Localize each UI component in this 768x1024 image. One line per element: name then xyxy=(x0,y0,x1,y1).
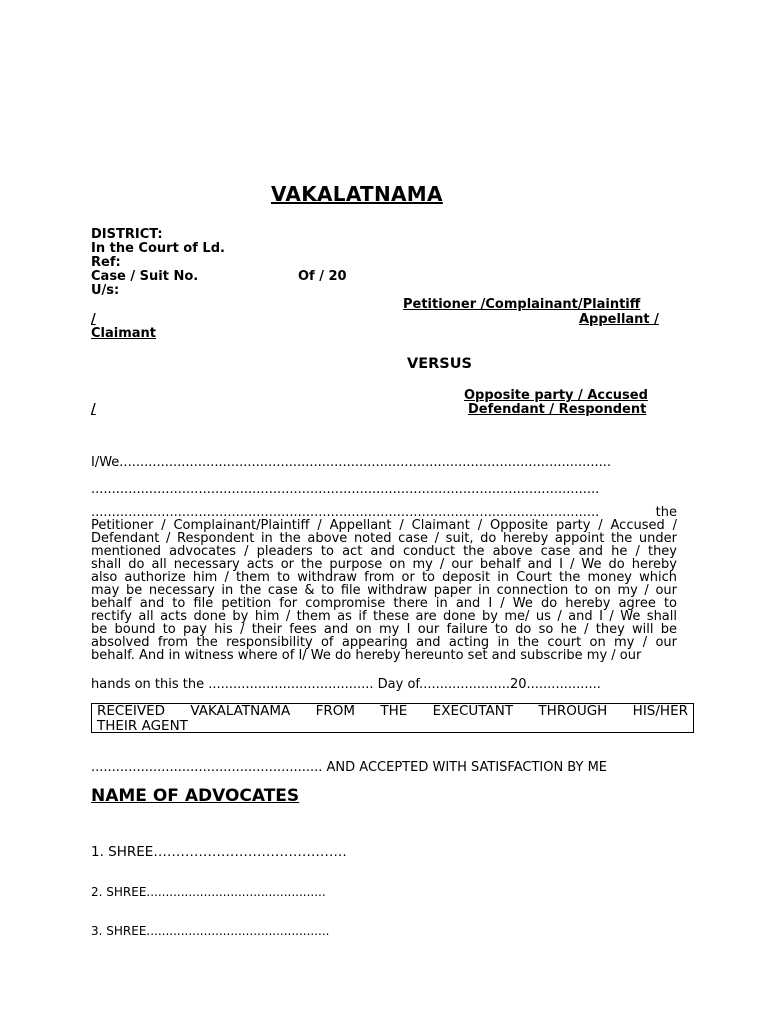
advocate-item-2: 2. SHREE............................................... xyxy=(91,885,326,899)
advocate-item-3: 3. SHREE................................................ xyxy=(91,924,330,938)
paragraph-line: also authorize him / them to withdraw from or to deposit in Court the money which xyxy=(91,570,677,585)
party2-slash: / xyxy=(91,402,96,417)
case-no-label: Case / Suit No. xyxy=(91,269,199,284)
party1-line2: Appellant / xyxy=(579,312,659,327)
paragraph-line: behalf. And in witness where of I/ We do hereby hereunto set and subscribe my / our xyxy=(91,648,642,663)
paragraph-line: absolved from the responsibility of appearing and acting in the court on my / our xyxy=(91,635,677,650)
advocates-heading: NAME OF ADVOCATES xyxy=(91,786,300,806)
advocate-item-1: 1. SHREE……………………………………. xyxy=(91,844,347,860)
party1-slash: / xyxy=(91,312,96,327)
dots-line: ........................................................................................................................... xyxy=(91,482,600,497)
iwe-line: I/We....................................................................................................................... xyxy=(91,455,612,470)
district-label: DISTRICT: xyxy=(91,227,163,242)
accepted-line: ........................................................ AND ACCEPTED WITH SATISFACTION BY ME xyxy=(91,760,608,775)
paragraph-line: may be necessary in the case & to file withdraw paper in connection to on my / our xyxy=(91,583,677,598)
of-year-label: Of / 20 xyxy=(298,269,347,284)
received-box-line1: RECEIVED VAKALATNAMA FROM THE EXECUTANT THROUGH HIS/HER xyxy=(97,703,688,719)
paragraph-line: Petitioner / Complainant/Plaintiff / Appellant / Claimant / Opposite party / Accused / xyxy=(91,518,677,533)
paragraph-line: behalf and to file petition for compromise there in and I / We do hereby agree to xyxy=(91,596,677,611)
paragraph-line: mentioned advocates / pleaders to act and conduct the above case and he / they xyxy=(91,544,677,559)
ref-label: Ref: xyxy=(91,255,121,270)
us-label: U/s: xyxy=(91,283,120,298)
paragraph-line: shall do all necessary acts or the purpose on my / our behalf and I / We do hereby xyxy=(91,557,677,572)
paragraph-line: rectify all acts done by him / them as if these are done by me/ us / and I / We shall xyxy=(91,609,677,624)
party2-line2: Defendant / Respondent xyxy=(468,402,647,417)
court-label: In the Court of Ld. xyxy=(91,241,225,256)
received-box xyxy=(91,703,694,733)
hands-line: hands on this the ........................................ Day of......................20.................. xyxy=(91,677,601,692)
document-title: VAKALATNAMA xyxy=(271,182,443,206)
paragraph-line: ........................................................................................................................... the xyxy=(91,505,677,520)
appointment-paragraph xyxy=(91,506,677,662)
party2-line1: Opposite party / Accused xyxy=(464,388,648,403)
party1-line1: Petitioner /Complainant/Plaintiff xyxy=(403,297,641,312)
versus-label: VERSUS xyxy=(407,356,472,372)
received-box-line2: THEIR AGENT xyxy=(97,718,188,734)
paragraph-line: be bound to pay his / their fees and on my I our failure to do so he / they will be xyxy=(91,622,677,637)
paragraph-line: Defendant / Respondent in the above noted case / suit, do hereby appoint the under xyxy=(91,531,677,546)
party1-line3: Claimant xyxy=(91,326,157,341)
